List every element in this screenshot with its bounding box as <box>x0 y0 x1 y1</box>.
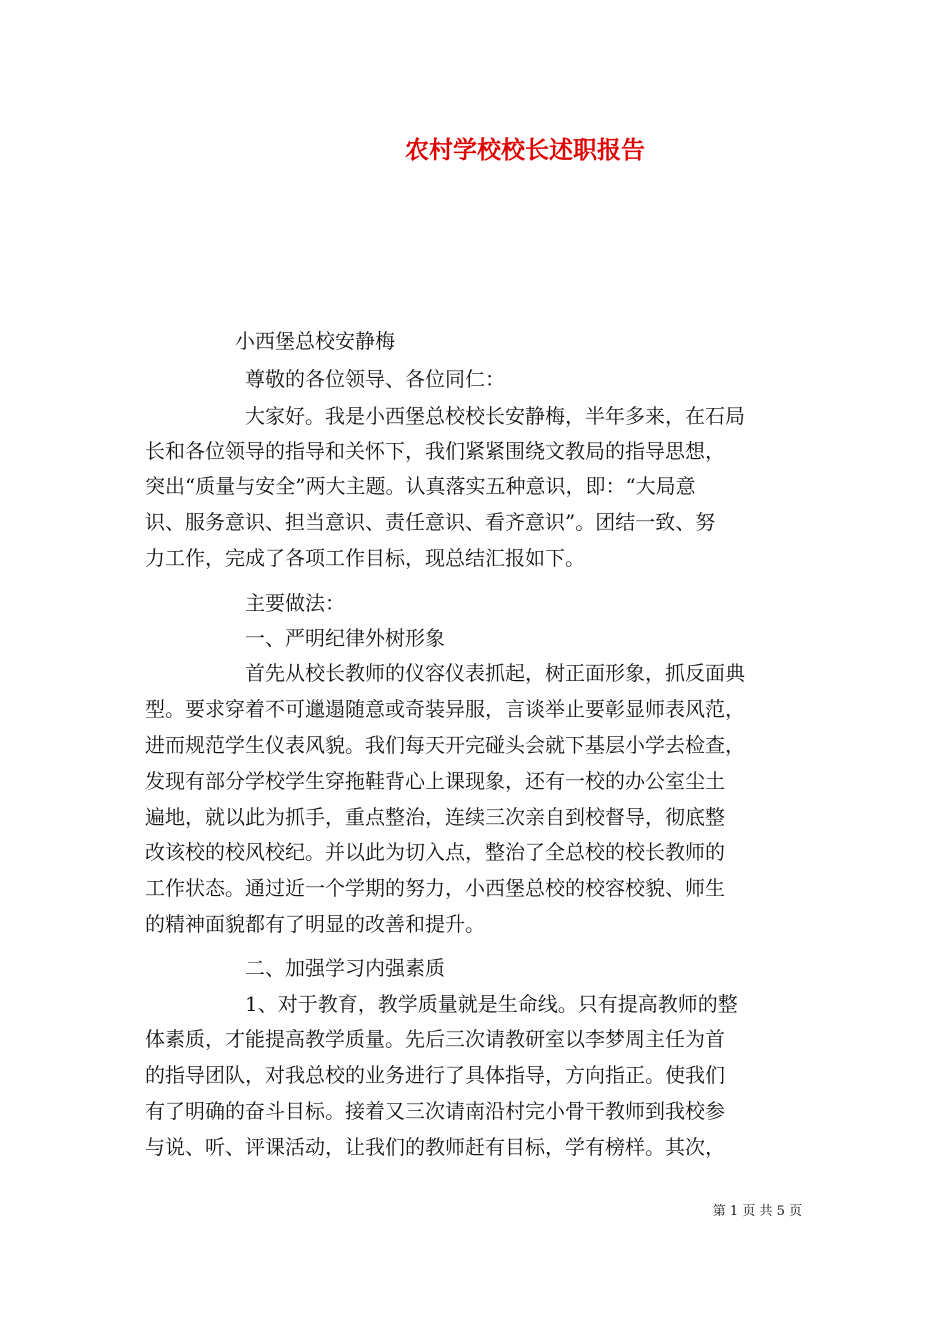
body-line: 工作状态。通过近一个学期的努力，小西堡总校的校容校貌、师生 <box>145 876 725 900</box>
body-line: 首先从校长教师的仪容仪表抓起，树正面形象，抓反面典 <box>245 661 745 685</box>
section-heading: 主要做法： <box>245 591 345 615</box>
body-line: 的指导团队，对我总校的业务进行了具体指导，方向指正。使我们 <box>145 1063 725 1087</box>
page-number: 第 1 页 共 5 页 <box>712 1204 802 1219</box>
body-line: 遍地，就以此为抓手，重点整治，连续三次亲自到校督导，彻底整 <box>145 805 725 829</box>
section-heading: 二、加强学习内强素质 <box>245 956 445 980</box>
body-line: 进而规范学生仪表风貌。我们每天开完碰头会就下基层小学去检查， <box>145 733 745 757</box>
section-heading: 一、严明纪律外树形象 <box>245 626 445 650</box>
body-line: 体素质，才能提高教学质量。先后三次请教研室以李梦周主任为首 <box>145 1027 725 1051</box>
greeting-line: 尊敬的各位领导、各位同仁： <box>245 367 505 391</box>
body-line: 长和各位领导的指导和关怀下，我们紧紧围绕文教局的指导思想， <box>145 439 725 463</box>
body-line: 与说、听、评课活动，让我们的教师赶有目标，学有榜样。其次， <box>145 1135 725 1159</box>
body-line: 改该校的校风校纪。并以此为切入点，整治了全总校的校长教师的 <box>145 840 725 864</box>
body-line: 发现有部分学校学生穿拖鞋背心上课现象，还有一校的办公室尘土 <box>145 769 725 793</box>
body-line: 突出“质量与安全”两大主题。认真落实五种意识，即：“大局意 <box>145 474 696 498</box>
body-line: 型。要求穿着不可邋遢随意或奇装异服，言谈举止要彰显师表风范， <box>145 697 745 721</box>
body-line: 1、对于教育，教学质量就是生命线。只有提高教师的整 <box>245 992 738 1016</box>
body-line: 的精神面貌都有了明显的改善和提升。 <box>145 912 485 936</box>
body-line: 力工作，完成了各项工作目标，现总结汇报如下。 <box>145 546 585 570</box>
author-line: 小西堡总校安静梅 <box>235 329 395 353</box>
document-title: 农村学校校长述职报告 <box>405 135 645 164</box>
body-line: 大家好。我是小西堡总校校长安静梅，半年多来，在石局 <box>245 404 745 428</box>
body-line: 有了明确的奋斗目标。接着又三次请南沿村完小骨干教师到我校参 <box>145 1099 725 1123</box>
body-line: 识、服务意识、担当意识、责任意识、看齐意识”。团结一致、努 <box>145 510 716 534</box>
